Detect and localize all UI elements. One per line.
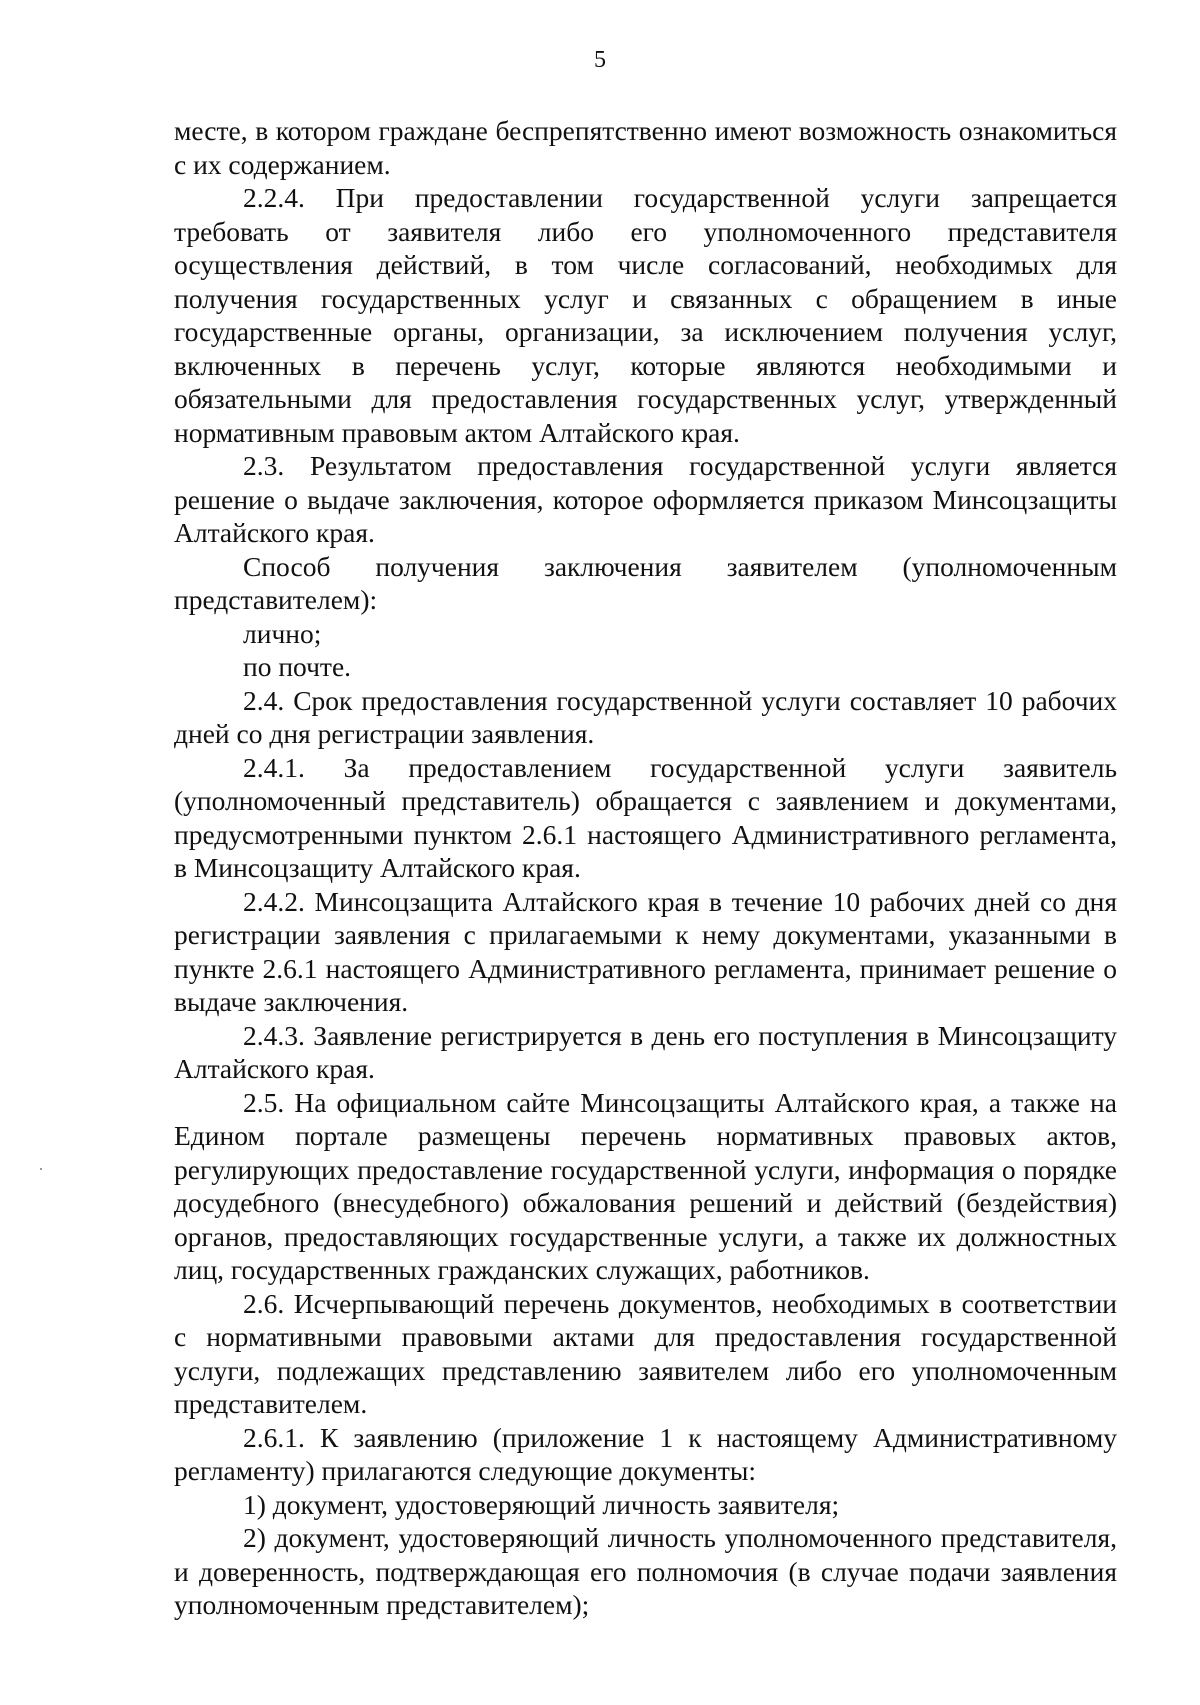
paragraph-2-3: 2.3. Результатом предоставления государственной услуги является решение о выдаче заключения, которое оформляется приказом Минсоцзащиты Алтайского края. [174, 450, 1117, 548]
paragraph-2-4-3: 2.4.3. Заявление регистрируется в день его поступления в Минсоцзащиту Алтайского края. [174, 1019, 1117, 1084]
document-body [174, 114, 1117, 1622]
paragraph-continuation: месте, в котором граждане беспрепятственно имеют возможность ознакомиться с их содержанием. [174, 115, 1117, 180]
scan-speck [40, 1168, 42, 1170]
paragraph-receipt-method: Способ получения заключения заявителем (уполномоченным представителем): [174, 550, 1117, 615]
paragraph-2-4-1: 2.4.1. За предоставлением государственной услуги заявитель (уполномоченный представитель) обращается с заявлением и документами, предусмотренными пунктом 2.6.1 настоящего Административного регламента, в Минсоцзащиту Алтайского края. [174, 751, 1117, 883]
page-number: 5 [594, 47, 606, 73]
list-item-document-2: 2) документ, удостоверяющий личность уполномоченного представителя, и доверенность, подтверждающая его полномочия (в случае подачи заявления уполномоченным представителем); [174, 1522, 1117, 1620]
paragraph-2-4: 2.4. Срок предоставления государственной услуги составляет 10 рабочих дней со дня регистрации заявления. [174, 684, 1117, 749]
paragraph-2-6-1: 2.6.1. К заявлению (приложение 1 к настоящему Административному регламенту) прилагаются следующие документы: [174, 1421, 1117, 1486]
paragraph-2-6: 2.6. Исчерпывающий перечень документов, необходимых в соответствии с нормативными правовыми актами для предоставления государственной услуги, подлежащих представлению заявителем либо его уполномоченным представителем. [174, 1287, 1117, 1419]
paragraph-2-2-4: 2.2.4. При предоставлении государственной услуги запрещается требовать от заявителя либо его уполномоченного представителя осуществления действий, в том числе согласований, необходимых для получения государственных услуг и связанных с обращением в иные государственные органы, организации, за исключением получения услуг, включенных в перечень услуг, которые являются необходимыми и обязательными для предоставления государственных услуг, утвержденный нормативным правовым актом Алтайского края. [174, 182, 1117, 448]
list-item-by-mail: по почте. [243, 651, 352, 682]
paragraph-2-5: 2.5. На официальном сайте Минсоцзащиты Алтайского края, а также на Едином портале размещены перечень нормативных правовых актов, регулирующих предоставление государственной услуги, информация о порядке досудебного (внесудебного) обжалования решений и действий (бездействия) органов, предоставляющих государственные услуги, а также их должностных лиц, государственных гражданских служащих, работников. [174, 1086, 1117, 1285]
paragraph-2-4-2: 2.4.2. Минсоцзащита Алтайского края в течение 10 рабочих дней со дня регистрации заявления с прилагаемыми к нему документами, указанными в пункте 2.6.1 настоящего Административного регламента, принимает решение о выдаче заключения. [174, 885, 1117, 1017]
list-item-in-person: лично; [243, 617, 322, 649]
list-item-document-1: 1) документ, удостоверяющий личность заявителя; [243, 1488, 840, 1520]
